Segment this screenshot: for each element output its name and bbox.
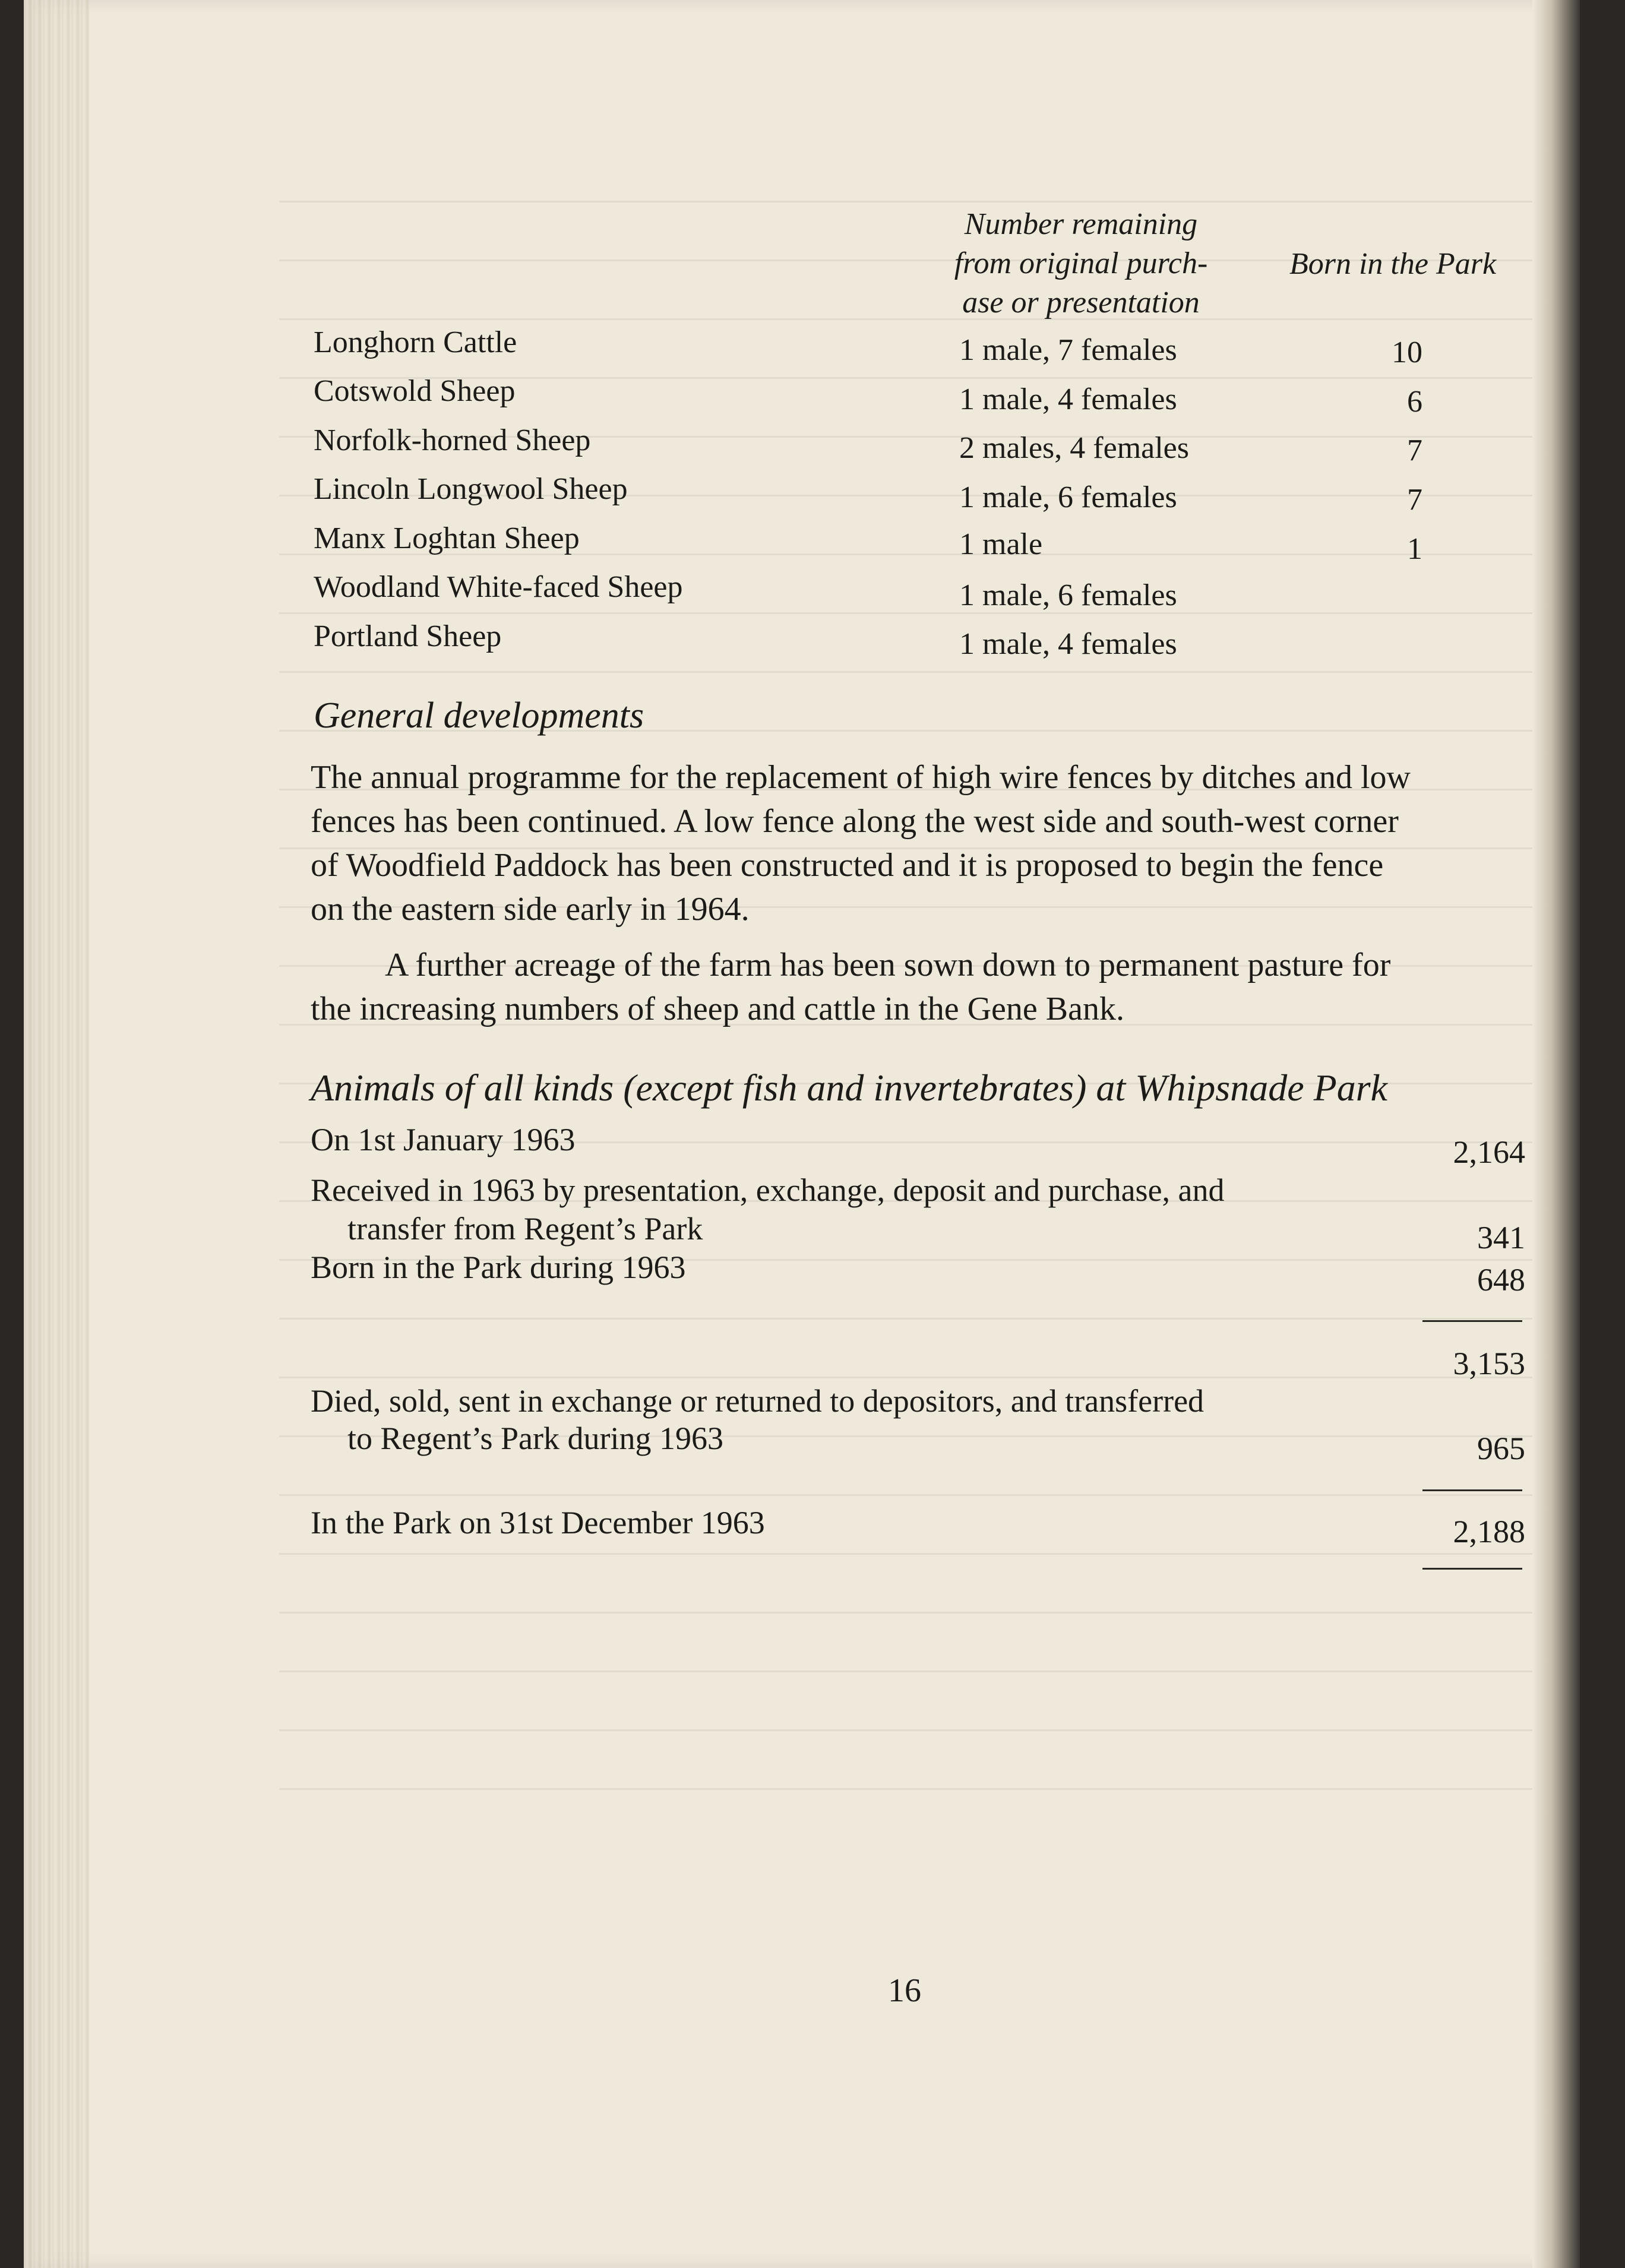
breed-name: Portland Sheep — [314, 619, 502, 653]
paragraph — [311, 755, 1528, 931]
remaining-count: 1 male — [959, 527, 1043, 561]
received-label: Received in 1963 by presentation, exchange, deposit and purchase, and — [311, 1172, 1225, 1208]
header-line: ase or presentation — [962, 286, 1200, 320]
breed-name: Woodland White-faced Sheep — [314, 570, 683, 604]
born-count: 7 — [1407, 434, 1422, 467]
book-page — [24, 0, 1580, 2268]
received-value: 341 — [1477, 1220, 1525, 1255]
breed-name: Norfolk-horned Sheep — [314, 423, 591, 457]
remaining-count: 1 male, 6 females — [959, 578, 1177, 612]
page-edges — [24, 0, 89, 2268]
header-line: Number remaining — [964, 207, 1198, 241]
text-line: fences has been continued. A low fence along the west side and south-west corner — [311, 803, 1399, 840]
sum-rule — [1422, 1320, 1522, 1322]
remaining-count: 1 male, 6 females — [959, 480, 1177, 514]
received-label-cont: transfer from Regent’s Park — [347, 1211, 703, 1247]
header-born-in-park: Born in the Park — [1289, 247, 1497, 281]
section-heading: General developments — [314, 695, 644, 736]
remaining-count: 1 male, 7 females — [959, 333, 1177, 367]
paragraph — [311, 943, 1528, 1031]
born-count: 1 — [1407, 532, 1422, 566]
header-line: from original purch- — [954, 246, 1208, 280]
born-count: 10 — [1392, 336, 1422, 369]
born-value: 648 — [1477, 1262, 1525, 1298]
section-heading: Animals of all kinds (except fish and invertebrates) at Whipsnade Park — [311, 1067, 1387, 1109]
on-jan-value: 2,164 — [1453, 1134, 1525, 1170]
remaining-count: 2 males, 4 females — [959, 431, 1189, 465]
text-line: of Woodfield Paddock has been constructed and it is proposed to begin the fence — [311, 847, 1384, 884]
text-line: A further acreage of the farm has been sown down to permanent pasture for — [385, 947, 1391, 983]
born-label: Born in the Park during 1963 — [311, 1250, 686, 1285]
sum-rule — [1422, 1489, 1522, 1491]
died-value: 965 — [1477, 1431, 1525, 1466]
died-label-cont: to Regent’s Park during 1963 — [347, 1421, 723, 1456]
breed-name: Longhorn Cattle — [314, 325, 517, 359]
in-park-value: 2,188 — [1453, 1514, 1525, 1549]
in-park-label: In the Park on 31st December 1963 — [311, 1505, 765, 1541]
sum-rule — [1422, 1568, 1522, 1570]
page-number: 16 — [888, 1972, 921, 2009]
remaining-count: 1 male, 4 females — [959, 382, 1177, 416]
subtotal-value: 3,153 — [1453, 1346, 1525, 1381]
remaining-count: 1 male, 4 females — [959, 627, 1177, 661]
died-label: Died, sold, sent in exchange or returned to depositors, and transferred — [311, 1383, 1204, 1419]
breed-name: Cotswold Sheep — [314, 374, 516, 408]
header-number-remaining — [932, 205, 1229, 322]
breed-name: Lincoln Longwool Sheep — [314, 472, 628, 506]
born-count: 7 — [1407, 483, 1422, 517]
text-line: The annual programme for the replacement of high wire fences by ditches and low — [311, 759, 1411, 796]
text-line: the increasing numbers of sheep and cattle in the Gene Bank. — [311, 991, 1124, 1027]
breed-name: Manx Loghtan Sheep — [314, 521, 580, 555]
book-binding — [1532, 0, 1580, 2268]
born-count: 6 — [1407, 385, 1422, 419]
on-jan-label: On 1st January 1963 — [311, 1122, 576, 1157]
text-line: on the eastern side early in 1964. — [311, 891, 750, 928]
